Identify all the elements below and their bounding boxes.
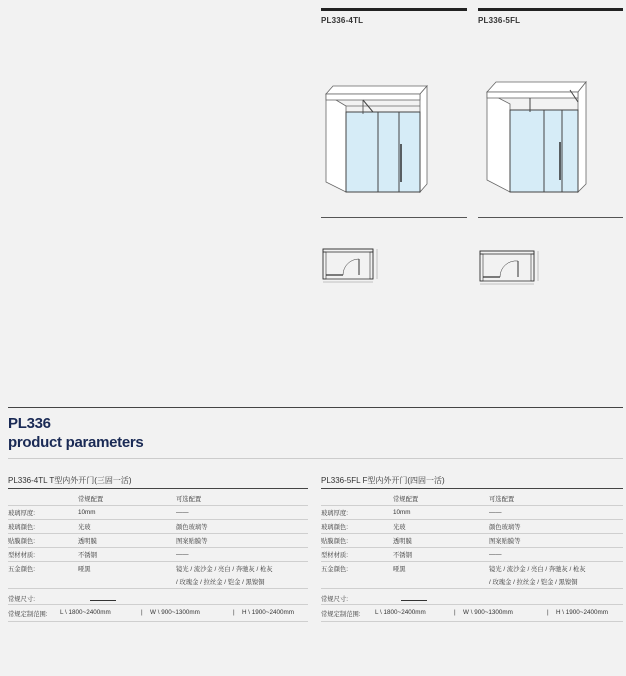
row-optional: 镜光 / 流沙金 / 亮白 / 奔驰灰 / 枪灰 xyxy=(176,566,273,573)
table-row xyxy=(321,506,623,520)
divider xyxy=(8,488,308,489)
product-model-label: PL336-4TL xyxy=(321,16,364,25)
table-row xyxy=(321,548,623,562)
shower-plan-drawing xyxy=(321,245,383,285)
size-dash xyxy=(401,597,427,604)
table-header xyxy=(8,492,308,506)
row-optional-cont: / 玫瑰金 / 拉丝金 / 铠金 / 黑镍铜 xyxy=(176,575,308,589)
table-row xyxy=(321,575,623,589)
product-model-label: PL336-5FL xyxy=(478,16,521,25)
range-H: H \ 1900~2400mm xyxy=(556,609,608,616)
divider xyxy=(321,604,623,605)
row-optional: —— xyxy=(176,506,308,520)
row-label: 五金颜色: xyxy=(8,566,35,573)
divider xyxy=(321,488,623,489)
row-label: 型材材质: xyxy=(8,548,78,562)
row-label: 玻璃颜色: xyxy=(321,520,393,534)
range-label: 常规定制范围: xyxy=(321,611,361,618)
table-row xyxy=(8,506,308,520)
table-row xyxy=(8,520,308,534)
table-title: PL336-4TL T型内外开门(三固一活) xyxy=(8,476,132,485)
page-subtitle: product parameters xyxy=(8,434,144,451)
table-row xyxy=(8,534,308,548)
divider xyxy=(8,621,308,622)
table-row xyxy=(8,562,308,576)
row-label: 玻璃颜色: xyxy=(8,520,78,534)
range-sep: | xyxy=(547,609,549,616)
divider xyxy=(8,604,308,605)
row-label: 贴膜颜色: xyxy=(8,534,78,548)
row-standard: 哑黑 xyxy=(78,566,91,573)
row-label: 玻璃厚度: xyxy=(321,506,393,520)
row-standard: 10mm xyxy=(78,506,176,520)
page-title: PL336 xyxy=(8,415,51,432)
shower-3d-illustration xyxy=(482,80,592,194)
col-optional: 可选配置 xyxy=(176,492,308,506)
shower-plan-drawing xyxy=(478,247,544,287)
row-optional: 颜色玻璃等 xyxy=(489,520,623,534)
row-optional: —— xyxy=(489,506,623,520)
divider xyxy=(478,217,623,218)
range-L: L \ 1800~2400mm xyxy=(60,609,111,616)
range-sep: | xyxy=(141,609,143,616)
size-label: 常规尺寸: xyxy=(321,596,348,603)
divider xyxy=(8,458,623,459)
col-optional: 可选配置 xyxy=(489,492,623,506)
table-title: PL336-5FL F型内外开门(四固一活) xyxy=(321,476,445,485)
params-table xyxy=(321,492,623,589)
table-header xyxy=(321,492,623,506)
row-optional: —— xyxy=(176,548,308,562)
range-H: H \ 1900~2400mm xyxy=(242,609,294,616)
row-standard: 透明膜 xyxy=(393,534,489,548)
row-standard: 透明膜 xyxy=(78,534,176,548)
col-standard: 常规配置 xyxy=(78,492,176,506)
row-optional: 图案贴膜等 xyxy=(176,534,308,548)
product-top-bar xyxy=(321,8,467,11)
range-sep: | xyxy=(454,609,456,616)
shower-3d-illustration xyxy=(321,84,431,194)
row-label: 型材材质: xyxy=(321,548,393,562)
range-label: 常规定制范围: xyxy=(8,611,48,618)
size-dash xyxy=(90,597,116,604)
params-table xyxy=(8,492,308,589)
row-standard: 不锈钢 xyxy=(78,548,176,562)
row-label: 玻璃厚度: xyxy=(8,506,78,520)
row-standard: 不锈钢 xyxy=(393,548,489,562)
range-sep: | xyxy=(233,609,235,616)
row-optional: 颜色玻璃等 xyxy=(176,520,308,534)
row-standard: 哑黑 xyxy=(393,566,406,573)
row-optional: 镜光 / 流沙金 / 亮白 / 奔驰灰 / 枪灰 xyxy=(489,566,586,573)
table-row xyxy=(321,520,623,534)
size-label: 常规尺寸: xyxy=(8,596,35,603)
range-W: W \ 900~1300mm xyxy=(150,609,200,616)
col-standard: 常规配置 xyxy=(393,492,489,506)
product-top-bar xyxy=(478,8,623,11)
row-optional: —— xyxy=(489,548,623,562)
row-standard: 光玻 xyxy=(78,520,176,534)
row-label: 五金颜色: xyxy=(321,566,348,573)
row-standard: 光玻 xyxy=(393,520,489,534)
row-standard: 10mm xyxy=(393,506,489,520)
table-row xyxy=(8,575,308,589)
row-optional: 图案贴膜等 xyxy=(489,534,623,548)
row-optional-cont: / 玫瑰金 / 拉丝金 / 铠金 / 黑镍铜 xyxy=(489,575,623,589)
divider xyxy=(321,621,623,622)
range-L: L \ 1800~2400mm xyxy=(375,609,426,616)
table-row xyxy=(8,548,308,562)
table-row xyxy=(321,534,623,548)
table-row xyxy=(321,562,623,576)
section-divider xyxy=(8,407,623,408)
range-W: W \ 900~1300mm xyxy=(463,609,513,616)
row-label: 贴膜颜色: xyxy=(321,534,393,548)
divider xyxy=(321,217,467,218)
